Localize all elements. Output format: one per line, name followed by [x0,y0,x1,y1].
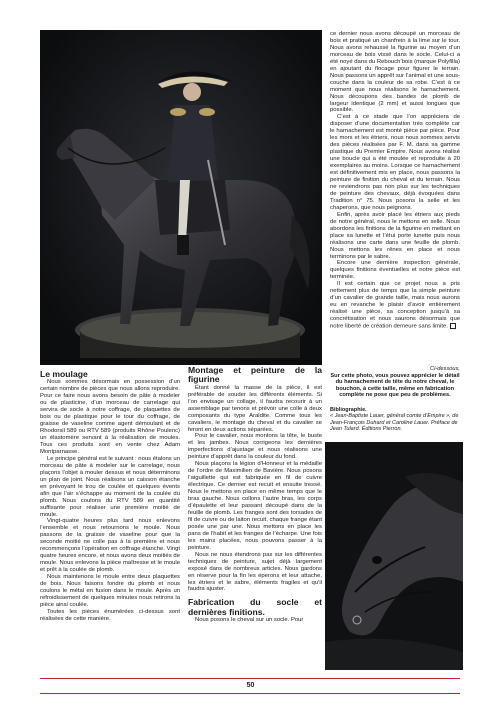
paragraph: Vingt-quatre heures plus tard nous enlevons l’ensemble et nous retournons le moule. Nous passons de la graisse de vaseline pour que la seconde moitié ne colle pas à la première et nous recommençons l’opération en coffrage étanche. Vingt quatre heures encore, et nous avons deux moitiés de moule. Nous enlevons la pièce maîtresse et le moule et prêt à la coulée de plomb. [40,518,180,574]
page-number: 50 [246,682,255,689]
col3-text [330,31,460,331]
footer-rule [40,693,460,694]
horse-head-detail-illustration [325,442,463,670]
caption-text: Sur cette photo, vous pouvez apprécier le détail du harnachement de tête du notre cheval, le bouchon, à cette taille, même en fabrication complète ne pose que peu de problèmes. [330,372,460,399]
paragraph: Nous ne nous étendrons pas sur les différentes techniques de peinture, sujet déjà largement exposé dans de nombreux articles. Nous gardons en réserve pour la fin les éperons et leur attache, les étriers et le sabre, éléments fragiles et qu’il faudra ajuster. [188,551,322,593]
col1-text [40,370,180,623]
paragraph: ce dernier nous avons découpé un morceau de bois et pratiqué un chanfrein à la lime sur le tour. Nous avons rehaussé la figurine au moyen d’un morceau de bois vissé dans le socle. Celui-ci a été noyé dans du Rebouch’bois (marque Polyfilla) en ajoutant du flocage pour figurer le terrain. Nous passons un apprêt sur l’animal et une sous-couche dans la couleur de sa robe. C’est à ce moment que nous réalisons le harnachement. Nous découpons des bandes de plomb de largeur identique (2 mm) et aussi longues que possible. [330,31,460,114]
detail-photo [325,442,463,670]
paragraph: Nous posons le cheval sur un socle. Pour [195,617,304,624]
section-heading: Fabrication du socle et dernières finitions. [188,597,322,617]
paragraph: Enfin, après avoir placé les étriers aux pieds de notre général, nous le mettons en selle. Nous abordons les finitions de la figurine en mettant en place sa lunette et l’étui porte lunette puis nous réalisons une carte dans une feuille de plomb. Nous mettons les rênes en place et nous terminons par le sabre. [330,211,460,260]
paragraph: Pour le cavalier, nous montons la tête, le buste et les jambes. Nous corrigeons les dernières imperfections d’ajustage et nous réalisons une peinture d’apprêt dans la couleur du fond. [188,433,322,461]
bibliography-title: Bibliographie. [330,407,367,413]
paragraph: Nous plaçons la légion d’Honneur et la médaille de l’ordre de Maximilien de Bavière. Nous posons l’aiguillette qui est fabriquée en fil de cuivre électrique. Ce dernier est recuit et ensuite tressé. Nous le mettons en place en même temps que le bras gauche. Nous collons l’autre bras, les corps d’épaulette et leur passant découpé dans de la feuille de plomb. Les franges sont des torsades de fil de cuivre ou de laiton recuit, chaque frange étant posée une par une. Nous mettons en place les pans de l’habit et les franges de l’écharpe. Une fois les mains placées, nous pouvons passer à la peinture. [188,461,322,551]
paragraph: C’est à ce stade que l’on appréciera de disposer d’une documentation très complète car le harnachement est monté pièce par pièce. Pour les mors et les étriers, nous nous sommes servis des pièces réalisées par F. M. dans sa gamme plastique du Premier Empire. Nous avons réalisé une boucle qui a été moulée et reproduite à 20 exemplaires au moins. Lorsque ce harnachement est définitivement mis en place, nous passons la peinture de finition du cheval et du terrain. Nous ne reviendrons pas non plus sur les techniques de peinture des chevaux, déjà évoquées dans Tradition n° 75. Nous posons la selle et les chaperons, que nous peignons. [330,114,460,211]
paragraph: Nous maintenons le moule entre deux plaquettes de bois. Nous faisons fondre du plomb et nous coulons le métal en fusion dans le moule. Après un refroidissement de quelques minutes nous retirons la pièce ainsi coulée. [40,574,180,608]
end-mark-icon [450,323,456,329]
horseman-figurine-illustration [40,30,322,365]
section-heading: Le moulage [40,369,88,379]
footer-rule [40,678,460,679]
paragraph: Étant donné la masse de la pièce, il est préférable de souder les différents éléments. Si l’on envisage un collage, il faudra recourir à un assemblage par tenons et prévoir une colle à deux composants du type Araldite. Comme tous les cavaliers, le montage du cheval et du cavalier se feront en deux actions séparées. [188,384,322,433]
photo-caption [330,366,460,399]
paragraph: Toutes les pièces énumérées ci-dessus sont réalisées de cette manière. [40,608,180,622]
col2-text [188,366,322,624]
bibliography-item: « Jean-Baptiste Lauer, général comte d’Empire », de Jean-François Duhard et Caroline Lauer. Préface de Jean Tulard. Éditions Pierron. [330,413,459,433]
bibliography [330,407,460,433]
main-photo [40,30,322,365]
paragraph: Il est certain que ce projet nous a pris nettement plus de temps que la simple peinture d’un cavalier de grande taille, mais nous aurons eu en revanche le plaisir d’avoir entièrement réalisé une pièce, sa conception jusqu’à sa concrétisation et nous saurons désormais que notre liberté de création demeure sans limite. [330,281,460,330]
paragraph: Le principe général est le suivant : nous étalons un morceau de pâte à modeler sur le carrelage, nous plaçons l’objet à mouler dessus et nous déterminons un plan de joint. Nous réalisons un caisson étanche en prévoyant le trou de coulée et quelques évents afin que l’air s’échappe au moment de la coulée du plomb. Nous coulons du RTV 589 en quantité suffisante pour réaliser une première moitié de moule. [40,455,180,518]
paragraph: Nous sommes désormais en possession d’un certain nombre de pièces que nous allons reproduire. Pour ce faire nous avons besoin de pâte à modeler ou de plasticine, d’un morceau de carrelage qui servira de socle à notre coffrage, de plaquettes de bois ou de plastique pour le tour du coffrage, de graisse de vaseline comme agent démoulant et de Rhodorsil 589 ou RTV 589 (produits Rhône Poulenc) un élastomère servant à la réalisation de moules. Tous ces produits sont en vente chez Adam Montparnasse. [40,379,180,455]
paragraph: Encore une dernière inspection générale, quelques finitions éventuelles et notre pièce est terminée. [330,260,460,281]
caption-lead: Ci-dessous, [429,366,460,372]
section-heading: Montage et peinture de la figurine [188,365,322,385]
